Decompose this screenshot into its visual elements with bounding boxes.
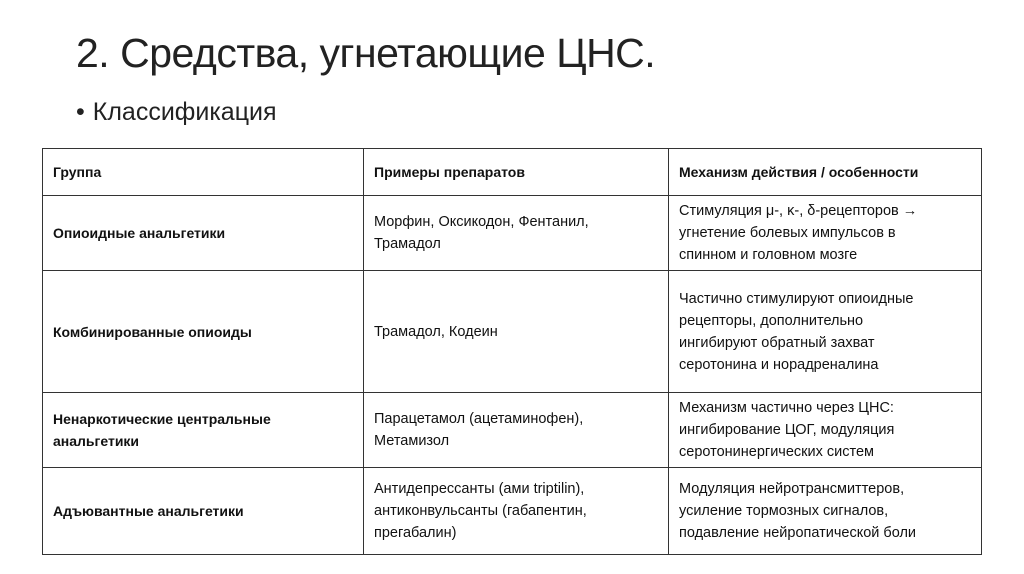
- cell-text-line: угнетение болевых импульсов в: [679, 225, 896, 241]
- cell-text-line: подавление нейропатической боли: [679, 525, 917, 541]
- cell-text-line: Комбинированные опиоиды: [53, 323, 252, 340]
- cell-mechanism: [669, 468, 982, 555]
- cell-text-line: антиконвульсанты (габапентин,: [374, 503, 587, 519]
- cell-text-line: Частично стимулируют опиоидные: [679, 290, 914, 307]
- cell-text-line: Морфин, Оксикодон, Фентанил,: [374, 214, 589, 230]
- cell-examples: [364, 393, 669, 468]
- cell-text-line: Антидепрессанты (ами triptilin),: [374, 481, 585, 497]
- cell-text-line: серотонинергических систем: [679, 444, 874, 460]
- bullet-dot-icon: •: [76, 98, 85, 126]
- bullet-text: Классификация: [92, 98, 277, 126]
- cell-text-line: анальгетики: [53, 433, 140, 449]
- bullet-item: [76, 98, 277, 127]
- header-examples: Примеры препаратов: [364, 149, 669, 196]
- cell-text-line: усиление тормозных сигналов,: [679, 503, 889, 519]
- cell-text-line: Опиоидные анальгетики: [53, 225, 226, 241]
- cell-group: [43, 271, 364, 393]
- cell-text-line: Механизм частично через ЦНС:: [679, 400, 894, 416]
- cell-group: [43, 468, 364, 555]
- table-header-row: [43, 149, 982, 196]
- cell-examples: [364, 468, 669, 555]
- classification-table: [42, 148, 982, 555]
- table-row: [43, 271, 982, 393]
- table-row: [43, 393, 982, 468]
- slide-title: 2. Средства, угнетающие ЦНС.: [76, 30, 656, 76]
- header-group: Группа: [43, 149, 364, 196]
- cell-examples: [364, 271, 669, 393]
- cell-text-line: Парацетамол (ацетаминофен),: [374, 411, 584, 427]
- cell-text-line: Модуляция нейротрансмиттеров,: [679, 481, 905, 497]
- cell-mechanism: [669, 196, 982, 271]
- cell-text-line: Трамадол, Кодеин: [374, 323, 498, 340]
- cell-mechanism: [669, 271, 982, 393]
- cell-text-line: Метамизол: [374, 433, 450, 449]
- table-row: [43, 468, 982, 555]
- table-row: [43, 196, 982, 271]
- cell-examples: [364, 196, 669, 271]
- cell-group: [43, 196, 364, 271]
- cell-mechanism: [669, 393, 982, 468]
- cell-text-line: серотонина и норадреналина: [679, 356, 879, 373]
- cell-text-line: Стимуляция μ-, κ-, δ-рецепторов →: [679, 203, 918, 219]
- cell-group: [43, 393, 364, 468]
- cell-text-line: рецепторы, дополнительно: [679, 312, 864, 329]
- cell-text-line: спинном и головном мозге: [679, 247, 858, 263]
- cell-text-line: Ненаркотические центральные: [53, 411, 271, 427]
- cell-text-line: прегабалин): [374, 525, 457, 541]
- header-mechanism: Механизм действия / особенности: [669, 149, 982, 196]
- cell-text-line: Адъювантные анальгетики: [53, 503, 244, 519]
- cell-text-line: Трамадол: [374, 236, 441, 252]
- cell-text-line: ингибируют обратный захват: [679, 334, 875, 351]
- cell-text-line: ингибирование ЦОГ, модуляция: [679, 422, 895, 438]
